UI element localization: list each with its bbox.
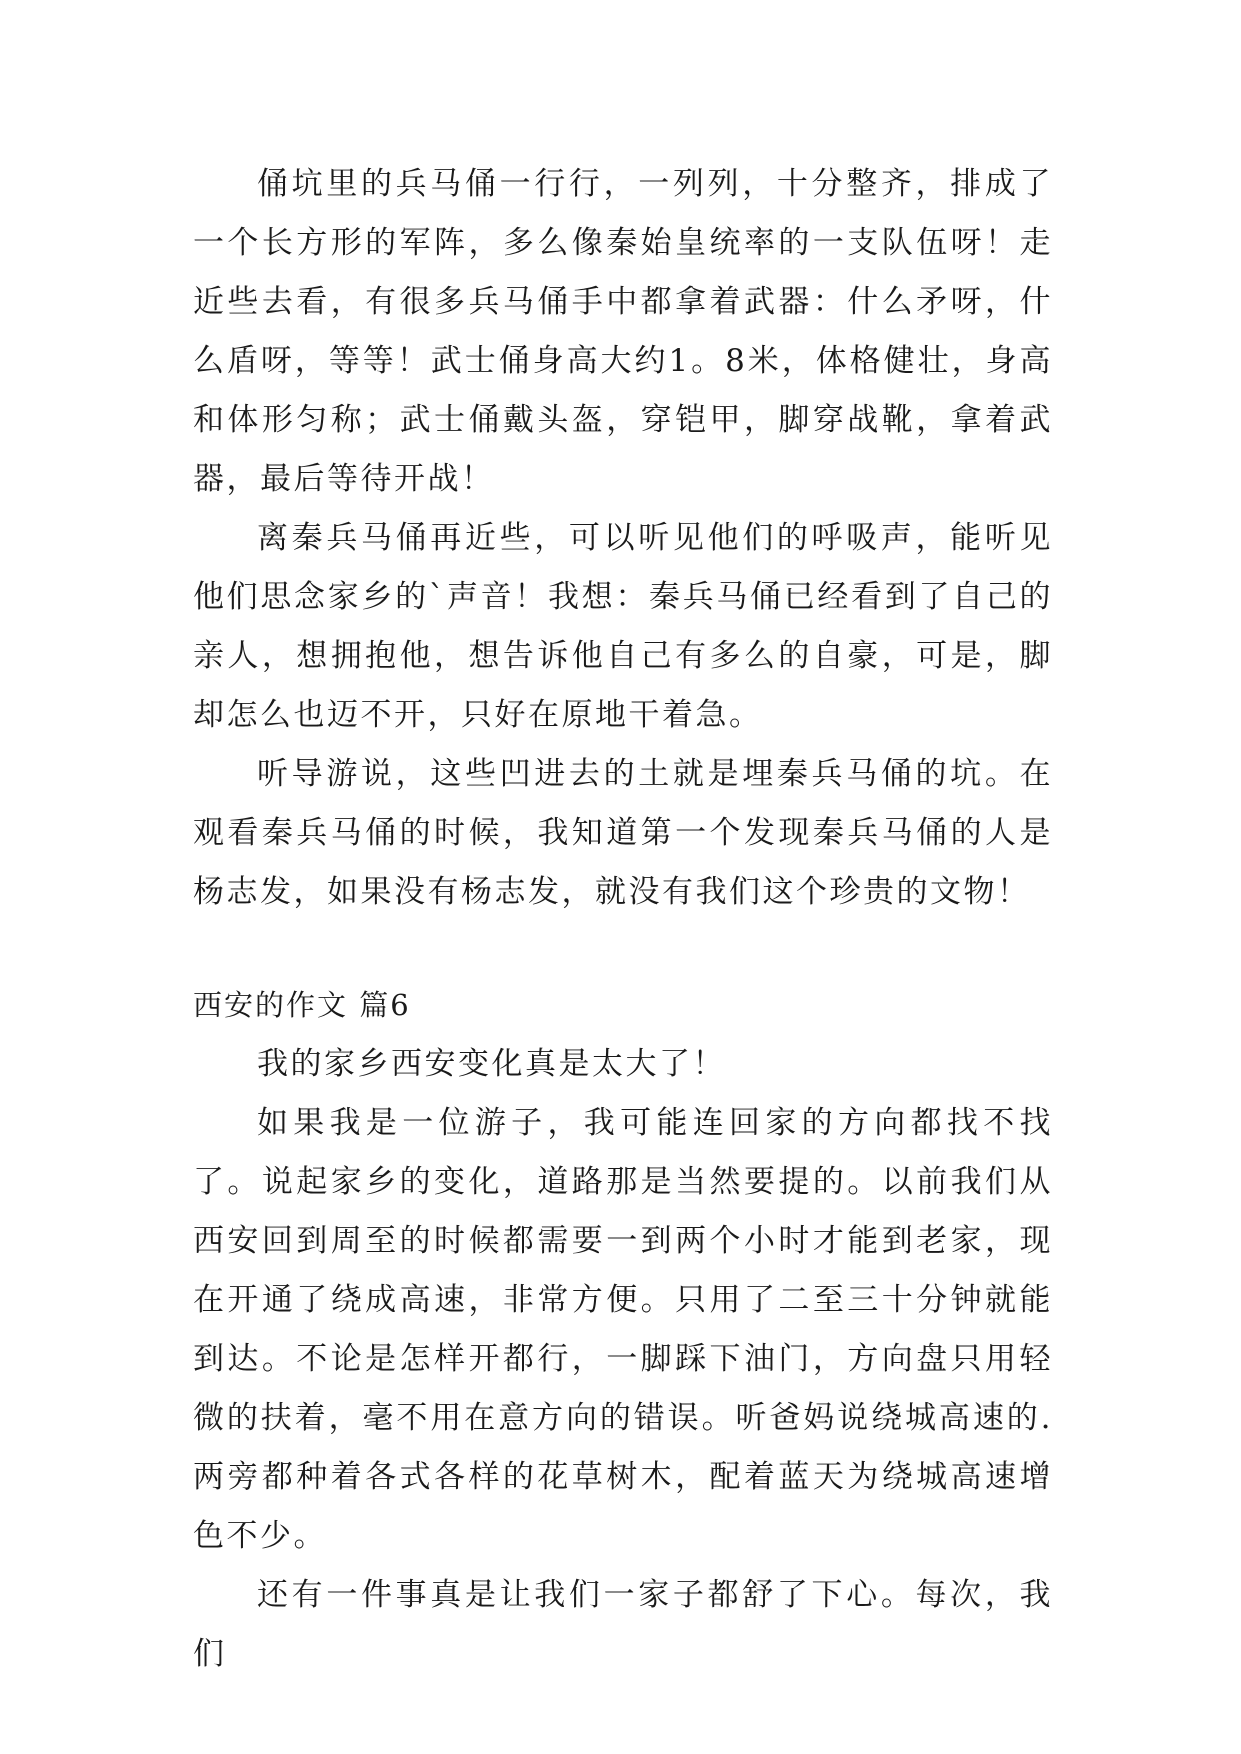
paragraph-hometown-change: 我的家乡西安变化真是太大了！ [257,1046,726,1082]
paragraph-another-thing: 还有一件事真是让我们一家子都舒了下心。每次，我们 [193,1577,1053,1672]
paragraph-terracotta-closer: 离秦兵马俑再近些，可以听见他们的呼吸声，能听见他们思念家乡的`声音！我想：秦兵马俑已经看到了自己的亲人，想拥抱他，想告诉他自己有多么的自豪，可是，脚却怎么也迈不开，只好在原地干着急。 [193,520,1053,733]
paragraph-terracotta-army-formation: 俑坑里的兵马俑一行行，一列列，十分整齐，排成了一个长方形的军阵，多么像秦始皇统率的一支队伍呀！走近些去看，有很多兵马俑手中都拿着武器：什么矛呀，什么盾呀，等等！武士俑身高大约1。8米，体格健壮，身高和体形匀称；武士俑戴头盔，穿铠甲，脚穿战靴，拿着武器，最后等待开战！ [193,166,1053,497]
paragraph-tour-guide: 听导游说，这些凹进去的土就是埋秦兵马俑的坑。在观看秦兵马俑的时候，我知道第一个发现秦兵马俑的人是杨志发，如果没有杨志发，就没有我们这个珍贵的文物！ [193,756,1053,910]
section-heading: 西安的作文 篇6 [193,988,411,1022]
paragraph-roads: 如果我是一位游子，我可能连回家的方向都找不找了。说起家乡的变化，道路那是当然要提的。以前我们从西安回到周至的时候都需要一到两个小时才能到老家，现在开通了绕成高速，非常方便。只用了二至三十分钟就能到达。不论是怎样开都行，一脚踩下油门，方向盘只用轻微的扶着，毫不用在意方向的错误。听爸妈说绕城高速的.两旁都种着各式各样的花草树木，配着蓝天为绕城高速增色不少。 [193,1105,1053,1554]
document-body [193,155,1053,1684]
